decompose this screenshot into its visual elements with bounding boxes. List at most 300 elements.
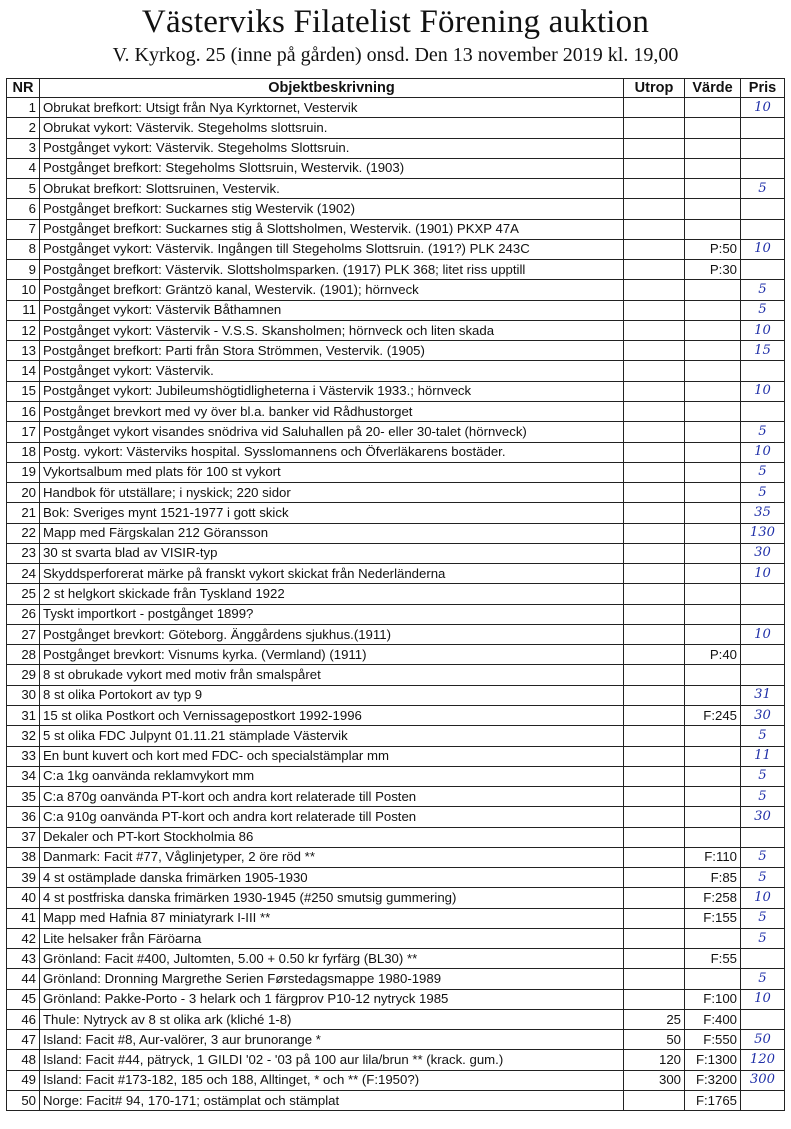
lot-description: Obrukat brefkort: Utsigt från Nya Kyrktornet, Vestervik: [40, 98, 624, 118]
lot-pris: 30: [741, 807, 785, 827]
lot-utrop: [624, 645, 685, 665]
lot-number: 29: [7, 665, 40, 685]
column-header-varde: Värde: [685, 79, 741, 98]
lot-varde: [685, 361, 741, 381]
lot-description: Grönland: Pakke-Porto - 3 helark och 1 färgprov P10-12 nytryck 1985: [40, 989, 624, 1009]
lot-number: 42: [7, 928, 40, 948]
lot-varde: [685, 928, 741, 948]
lot-number: 2: [7, 118, 40, 138]
lot-description: Postgånget brefkort: Parti från Stora Strömmen, Vestervik. (1905): [40, 341, 624, 361]
lot-number: 44: [7, 969, 40, 989]
lot-description: Island: Facit #8, Aur-valörer, 3 aur brunorange *: [40, 1030, 624, 1050]
lot-description: Postgånget vykort: Västervik.: [40, 361, 624, 381]
auction-table: [6, 78, 785, 1111]
lot-utrop: [624, 665, 685, 685]
lot-number: 23: [7, 543, 40, 563]
lot-pris: 5: [741, 179, 785, 199]
lot-pris: 5: [741, 787, 785, 807]
lot-utrop: [624, 483, 685, 503]
lot-pris: 5: [741, 908, 785, 928]
lot-utrop: [624, 442, 685, 462]
table-row: [7, 908, 785, 928]
lot-number: 18: [7, 442, 40, 462]
lot-description: Postgånget brevkort med vy över bl.a. banker vid Rådhustorget: [40, 401, 624, 421]
lot-varde: [685, 766, 741, 786]
lot-varde: F:1300: [685, 1050, 741, 1070]
lot-description: 2 st helgkort skickade från Tyskland 1922: [40, 584, 624, 604]
table-row: [7, 564, 785, 584]
lot-utrop: [624, 766, 685, 786]
lot-number: 11: [7, 300, 40, 320]
lot-utrop: [624, 341, 685, 361]
lot-pris: [741, 1091, 785, 1111]
lot-pris: [741, 199, 785, 219]
lot-number: 20: [7, 483, 40, 503]
table-row: [7, 422, 785, 442]
lot-description: Skyddsperforerat märke på franskt vykort skickat från Nederländerna: [40, 564, 624, 584]
lot-number: 43: [7, 949, 40, 969]
lot-pris: 5: [741, 969, 785, 989]
lot-description: Danmark: Facit #77, Våglinjetyper, 2 öre röd **: [40, 847, 624, 867]
lot-utrop: [624, 503, 685, 523]
lot-description: 5 st olika FDC Julpynt 01.11.21 stämplade Västervik: [40, 726, 624, 746]
lot-number: 32: [7, 726, 40, 746]
lot-pris: [741, 604, 785, 624]
lot-varde: F:258: [685, 888, 741, 908]
lot-utrop: [624, 908, 685, 928]
lot-number: 40: [7, 888, 40, 908]
lot-number: 28: [7, 645, 40, 665]
table-row: [7, 158, 785, 178]
table-row: [7, 624, 785, 644]
lot-pris: [741, 219, 785, 239]
lot-number: 30: [7, 685, 40, 705]
lot-varde: [685, 483, 741, 503]
lot-number: 9: [7, 260, 40, 280]
lot-utrop: [624, 847, 685, 867]
lot-description: Handbok för utställare; i nyskick; 220 sidor: [40, 483, 624, 503]
lot-pris: 5: [741, 868, 785, 888]
lot-varde: [685, 746, 741, 766]
lot-number: 25: [7, 584, 40, 604]
lot-varde: [685, 199, 741, 219]
table-row: [7, 868, 785, 888]
lot-varde: [685, 422, 741, 442]
lot-varde: [685, 462, 741, 482]
lot-description: C:a 870g oanvända PT-kort och andra kort relaterade till Posten: [40, 787, 624, 807]
lot-description: C:a 1kg oanvända reklamvykort mm: [40, 766, 624, 786]
lot-number: 10: [7, 280, 40, 300]
table-row: [7, 341, 785, 361]
lot-number: 45: [7, 989, 40, 1009]
auction-subtitle: V. Kyrkog. 25 (inne på gården) onsd. Den 13 november 2019 kl. 19,00: [112, 44, 679, 66]
lot-utrop: [624, 564, 685, 584]
lot-utrop: [624, 989, 685, 1009]
table-row: [7, 320, 785, 340]
lot-number: 24: [7, 564, 40, 584]
lot-number: 33: [7, 746, 40, 766]
lot-pris: [741, 584, 785, 604]
lot-utrop: [624, 726, 685, 746]
lot-number: 50: [7, 1091, 40, 1111]
table-row: [7, 1050, 785, 1070]
lot-utrop: [624, 219, 685, 239]
lot-varde: [685, 118, 741, 138]
lot-utrop: 25: [624, 1009, 685, 1029]
lot-varde: [685, 320, 741, 340]
lot-number: 26: [7, 604, 40, 624]
lot-description: Postgånget vykort: Västervik Båthamnen: [40, 300, 624, 320]
lot-number: 46: [7, 1009, 40, 1029]
lot-varde: [685, 787, 741, 807]
lot-varde: [685, 503, 741, 523]
lot-utrop: [624, 98, 685, 118]
lot-utrop: [624, 928, 685, 948]
lot-varde: [685, 665, 741, 685]
lot-number: 12: [7, 320, 40, 340]
lot-number: 6: [7, 199, 40, 219]
lot-pris: 130: [741, 523, 785, 543]
lot-pris: [741, 949, 785, 969]
header-row: [7, 79, 785, 98]
table-row: [7, 260, 785, 280]
lot-description: Postgånget vykort: Västervik - V.S.S. Skansholmen; hörnveck och liten skada: [40, 320, 624, 340]
lot-description: C:a 910g oanvända PT-kort och andra kort relaterade till Posten: [40, 807, 624, 827]
lot-varde: F:1765: [685, 1091, 741, 1111]
lot-description: Vykortsalbum med plats för 100 st vykort: [40, 462, 624, 482]
auction-title: Västerviks Filatelist Förening auktion: [141, 4, 650, 40]
lot-varde: [685, 685, 741, 705]
lot-utrop: [624, 199, 685, 219]
lot-pris: 10: [741, 239, 785, 259]
lot-description: Postgånget vykort: Jubileumshögtidligheterna i Västervik 1933.; hörnveck: [40, 381, 624, 401]
lot-varde: [685, 523, 741, 543]
lot-varde: [685, 543, 741, 563]
lot-description: 30 st svarta blad av VISIR-typ: [40, 543, 624, 563]
lot-number: 35: [7, 787, 40, 807]
lot-pris: 10: [741, 888, 785, 908]
lot-description: Bok: Sveriges mynt 1521-1977 i gott skick: [40, 503, 624, 523]
lot-number: 49: [7, 1070, 40, 1090]
table-row: [7, 1030, 785, 1050]
lot-pris: 5: [741, 422, 785, 442]
lot-varde: [685, 179, 741, 199]
table-row: [7, 503, 785, 523]
lot-utrop: [624, 260, 685, 280]
lot-utrop: [624, 422, 685, 442]
table-row: [7, 138, 785, 158]
lot-pris: 5: [741, 847, 785, 867]
column-header-pris: Pris: [741, 79, 785, 98]
lot-utrop: [624, 604, 685, 624]
table-row: [7, 1070, 785, 1090]
lot-description: Postgånget vykort: Västervik. Ingången till Stegeholms Slottsruin. (191?) PLK 243C: [40, 239, 624, 259]
lot-pris: 10: [741, 624, 785, 644]
lot-number: 14: [7, 361, 40, 381]
table-row: [7, 787, 785, 807]
lot-varde: F:245: [685, 705, 741, 725]
lot-utrop: [624, 969, 685, 989]
lot-number: 15: [7, 381, 40, 401]
table-row: [7, 483, 785, 503]
lot-varde: [685, 280, 741, 300]
lot-varde: F:155: [685, 908, 741, 928]
lot-pris: [741, 158, 785, 178]
lot-utrop: [624, 280, 685, 300]
lot-description: Postgånget brefkort: Västervik. Slottsholmsparken. (1917) PLK 368; litet riss upptill: [40, 260, 624, 280]
table-row: [7, 219, 785, 239]
lot-pris: 10: [741, 564, 785, 584]
lot-description: 8 st olika Portokort av typ 9: [40, 685, 624, 705]
lot-utrop: [624, 888, 685, 908]
lot-number: 7: [7, 219, 40, 239]
lot-pris: 5: [741, 300, 785, 320]
lot-utrop: [624, 685, 685, 705]
table-row: [7, 949, 785, 969]
lot-description: Postgånget vykort: Västervik. Stegeholms Slottsruin.: [40, 138, 624, 158]
lot-description: Obrukat brefkort: Slottsruinen, Vestervik.: [40, 179, 624, 199]
lot-number: 19: [7, 462, 40, 482]
lot-varde: F:100: [685, 989, 741, 1009]
lot-varde: F:550: [685, 1030, 741, 1050]
lot-utrop: [624, 1091, 685, 1111]
table-row: [7, 280, 785, 300]
lot-utrop: [624, 361, 685, 381]
lot-description: Postgånget brefkort: Gräntzö kanal, Westervik. (1901); hörnveck: [40, 280, 624, 300]
lot-pris: 10: [741, 320, 785, 340]
lot-varde: F:400: [685, 1009, 741, 1029]
lot-description: Lite helsaker från Färöarna: [40, 928, 624, 948]
table-row: [7, 442, 785, 462]
lot-varde: F:110: [685, 847, 741, 867]
lot-utrop: 50: [624, 1030, 685, 1050]
lot-varde: P:30: [685, 260, 741, 280]
lot-description: Postgånget brefkort: Suckarnes stig Westervik (1902): [40, 199, 624, 219]
lot-varde: [685, 138, 741, 158]
lot-pris: 120: [741, 1050, 785, 1070]
lot-number: 4: [7, 158, 40, 178]
table-row: [7, 766, 785, 786]
lot-pris: [741, 665, 785, 685]
table-row: [7, 1091, 785, 1111]
lot-utrop: [624, 543, 685, 563]
lot-utrop: [624, 401, 685, 421]
lot-utrop: [624, 158, 685, 178]
lot-description: Grönland: Dronning Margrethe Serien Førstedagsmappe 1980-1989: [40, 969, 624, 989]
table-row: [7, 300, 785, 320]
table-row: [7, 665, 785, 685]
lot-description: Thule: Nytryck av 8 st olika ark (kliché 1-8): [40, 1009, 624, 1029]
lot-pris: 30: [741, 705, 785, 725]
lot-varde: [685, 604, 741, 624]
lot-varde: [685, 219, 741, 239]
table-row: [7, 928, 785, 948]
table-row: [7, 685, 785, 705]
lot-varde: F:55: [685, 949, 741, 969]
table-row: [7, 239, 785, 259]
lot-utrop: [624, 949, 685, 969]
table-row: [7, 361, 785, 381]
lot-varde: F:85: [685, 868, 741, 888]
lot-varde: [685, 584, 741, 604]
lot-pris: 31: [741, 685, 785, 705]
lot-pris: 5: [741, 928, 785, 948]
lot-varde: [685, 300, 741, 320]
lot-number: 22: [7, 523, 40, 543]
lot-pris: 5: [741, 462, 785, 482]
lot-pris: [741, 361, 785, 381]
lot-pris: [741, 1009, 785, 1029]
lot-varde: [685, 726, 741, 746]
lot-pris: 10: [741, 442, 785, 462]
lot-number: 21: [7, 503, 40, 523]
lot-utrop: [624, 624, 685, 644]
lot-pris: 10: [741, 381, 785, 401]
lot-utrop: [624, 746, 685, 766]
lot-pris: [741, 138, 785, 158]
lot-pris: [741, 118, 785, 138]
lot-number: 34: [7, 766, 40, 786]
lot-varde: [685, 341, 741, 361]
lot-number: 39: [7, 868, 40, 888]
lot-varde: F:3200: [685, 1070, 741, 1090]
table-row: [7, 199, 785, 219]
lot-varde: [685, 442, 741, 462]
lot-description: Postgånget vykort visandes snödriva vid Saluhallen på 20- eller 30-talet (hörnveck): [40, 422, 624, 442]
lot-pris: 5: [741, 726, 785, 746]
lot-varde: [685, 564, 741, 584]
lot-number: 13: [7, 341, 40, 361]
lot-description: Dekaler och PT-kort Stockholmia 86: [40, 827, 624, 847]
lot-utrop: 120: [624, 1050, 685, 1070]
lot-utrop: [624, 300, 685, 320]
lot-description: Grönland: Facit #400, Jultomten, 5.00 + 0.50 kr fyrfärg (BL30) **: [40, 949, 624, 969]
lot-varde: P:50: [685, 239, 741, 259]
lot-utrop: [624, 138, 685, 158]
table-row: [7, 179, 785, 199]
lot-varde: [685, 98, 741, 118]
lot-description: Postgånget brefkort: Stegeholms Slottsruin, Westervik. (1903): [40, 158, 624, 178]
lot-description: Postgånget brefkort: Suckarnes stig å Slottsholmen, Westervik. (1901) PKXP 47A: [40, 219, 624, 239]
lot-varde: P:40: [685, 645, 741, 665]
lot-description: Mapp med Färgskalan 212 Göransson: [40, 523, 624, 543]
lot-pris: 50: [741, 1030, 785, 1050]
table-row: [7, 381, 785, 401]
lot-utrop: [624, 462, 685, 482]
lot-varde: [685, 624, 741, 644]
lot-description: Island: Facit #44, pätryck, 1 GILDI '02 - '03 på 100 aur lila/brun ** (krack. gum.): [40, 1050, 624, 1070]
table-row: [7, 98, 785, 118]
lot-number: 8: [7, 239, 40, 259]
lot-utrop: [624, 868, 685, 888]
lot-pris: [741, 827, 785, 847]
lot-utrop: [624, 584, 685, 604]
lot-description: Island: Facit #173-182, 185 och 188, Alltinget, * och ** (F:1950?): [40, 1070, 624, 1090]
table-row: [7, 118, 785, 138]
lot-description: Mapp med Hafnia 87 miniatyrark I-III **: [40, 908, 624, 928]
lot-pris: 11: [741, 746, 785, 766]
table-row: [7, 1009, 785, 1029]
table-row: [7, 543, 785, 563]
lot-number: 37: [7, 827, 40, 847]
lot-varde: [685, 381, 741, 401]
lot-varde: [685, 401, 741, 421]
table-row: [7, 523, 785, 543]
lot-description: Postg. vykort: Västerviks hospital. Sysslomannens och Öfverläkarens bostäder.: [40, 442, 624, 462]
column-header-description: Objektbeskrivning: [40, 79, 624, 98]
lot-number: 47: [7, 1030, 40, 1050]
lot-utrop: [624, 827, 685, 847]
table-row: [7, 726, 785, 746]
lot-utrop: [624, 320, 685, 340]
lot-number: 38: [7, 847, 40, 867]
lot-pris: 5: [741, 483, 785, 503]
lot-pris: 5: [741, 766, 785, 786]
lot-varde: [685, 158, 741, 178]
table-row: [7, 989, 785, 1009]
table-row: [7, 827, 785, 847]
lot-number: 31: [7, 705, 40, 725]
table-row: [7, 847, 785, 867]
table-row: [7, 401, 785, 421]
lot-varde: [685, 827, 741, 847]
lot-number: 1: [7, 98, 40, 118]
lot-utrop: [624, 118, 685, 138]
lot-number: 27: [7, 624, 40, 644]
lot-utrop: [624, 807, 685, 827]
lot-number: 36: [7, 807, 40, 827]
lot-pris: 10: [741, 989, 785, 1009]
lot-utrop: [624, 705, 685, 725]
table-row: [7, 462, 785, 482]
lot-number: 5: [7, 179, 40, 199]
lot-number: 41: [7, 908, 40, 928]
lot-description: 15 st olika Postkort och Vernissagepostkort 1992-1996: [40, 705, 624, 725]
lot-pris: 300: [741, 1070, 785, 1090]
lot-description: Postgånget brevkort: Visnums kyrka. (Vermland) (1911): [40, 645, 624, 665]
lot-description: 4 st ostämplade danska frimärken 1905-1930: [40, 868, 624, 888]
lot-number: 16: [7, 401, 40, 421]
lot-pris: [741, 645, 785, 665]
lot-pris: 5: [741, 280, 785, 300]
lot-utrop: 300: [624, 1070, 685, 1090]
table-row: [7, 807, 785, 827]
table-row: [7, 705, 785, 725]
lot-description: Tyskt importkort - postgånget 1899?: [40, 604, 624, 624]
lot-pris: [741, 401, 785, 421]
lot-pris: 15: [741, 341, 785, 361]
table-row: [7, 746, 785, 766]
lot-number: 3: [7, 138, 40, 158]
lot-description: Obrukat vykort: Västervik. Stegeholms slottsruin.: [40, 118, 624, 138]
lot-pris: 30: [741, 543, 785, 563]
lot-varde: [685, 969, 741, 989]
lot-description: 4 st postfriska danska frimärken 1930-1945 (#250 smutsig gummering): [40, 888, 624, 908]
lot-pris: [741, 260, 785, 280]
lot-number: 48: [7, 1050, 40, 1070]
lot-pris: 10: [741, 98, 785, 118]
column-header-nr: NR: [7, 79, 40, 98]
table-row: [7, 969, 785, 989]
lot-utrop: [624, 239, 685, 259]
lot-description: En bunt kuvert och kort med FDC- och specialstämplar mm: [40, 746, 624, 766]
table-row: [7, 645, 785, 665]
table-row: [7, 584, 785, 604]
lot-description: Norge: Facit# 94, 170-171; ostämplat och stämplat: [40, 1091, 624, 1111]
column-header-utrop: Utrop: [624, 79, 685, 98]
lot-number: 17: [7, 422, 40, 442]
table-row: [7, 604, 785, 624]
